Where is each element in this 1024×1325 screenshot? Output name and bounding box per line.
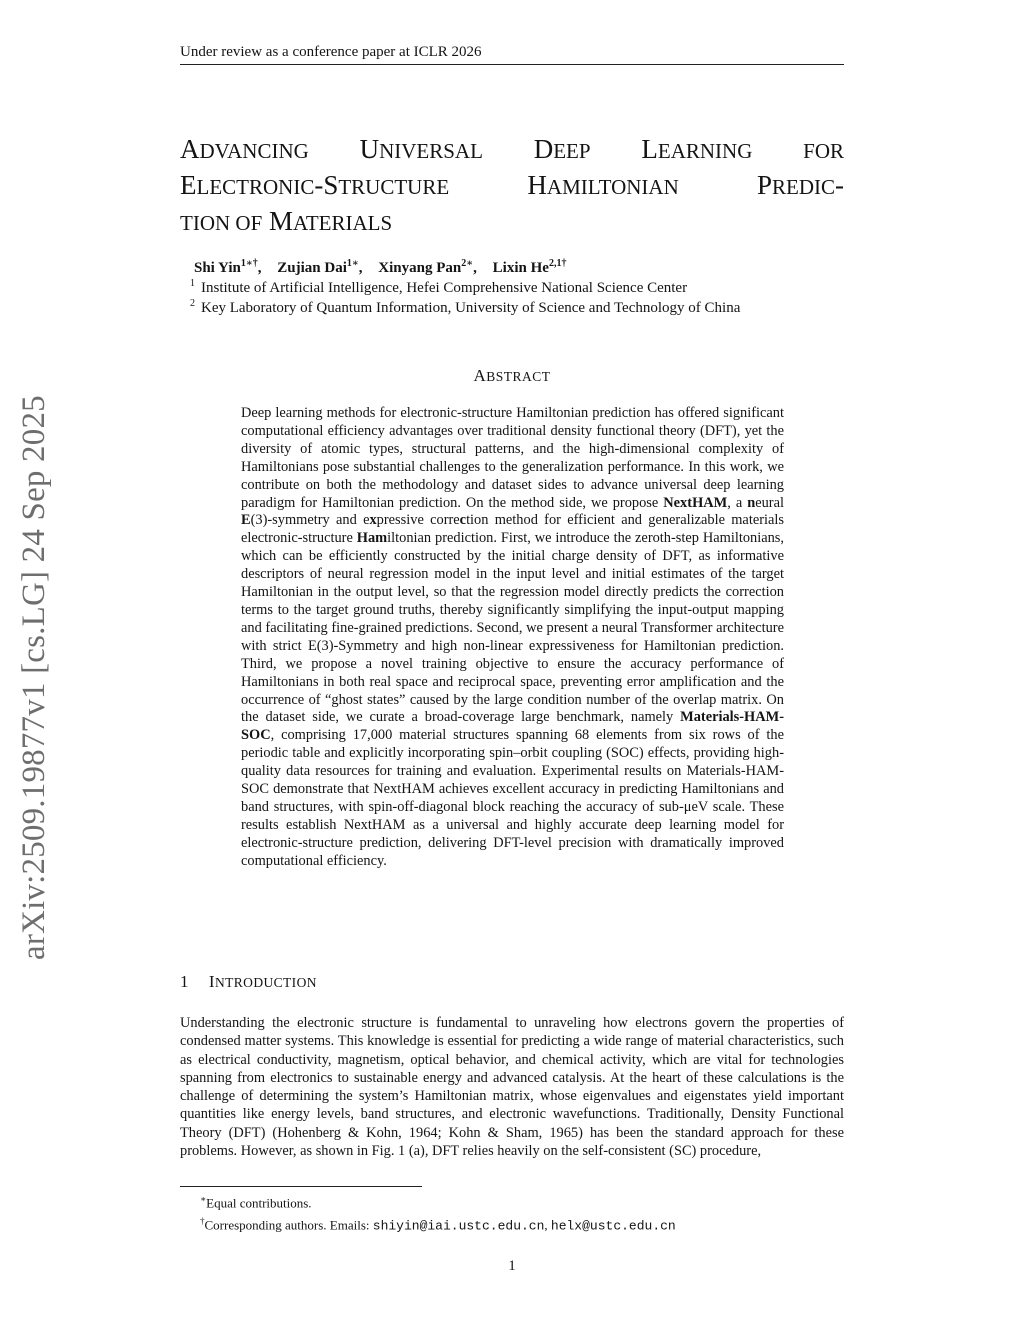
title-line-1: ADVANCING UNIVERSAL DEEP LEARNING FOR [180,134,845,164]
affiliation-1: $^1$ Institute of Artificial Intelligence, Hefei Comprehensive National Science Center [190,278,688,296]
introduction-paragraph: Understanding the electronic structure is fundamental to unraveling how electrons govern the properties of condensed matter systems. This knowledge is essential for predicting a wide range of material characteristics, such as electrical conductivity, magnetism, optical behavior, and chemical activity, which are vital for technologies spanning from electronics to sustainable energy and advanced catalysis. At the heart of these calculations is the challenge of determining the system’s Hamiltonian matrix, whose eigenvalues and eigenstates yield important quantities like energy levels, band structures, and electronic wavefunctions. Traditionally, Density Functional Theory (DFT) (Hohenberg & Kohn, 1964; Kohn & Sham, 1965) has been the standard approach for these problems. However, as shown in Fig. 1 (a), DFT relies heavily on the self-consistent (SC) procedure, [180,1015,844,1160]
method-name: NextHAM [663,494,728,511]
title-line-2: ELECTRONIC-STRUCTURE HAMILTONIAN PREDIC- [180,170,844,200]
running-header: Under review as a conference paper at ICLR 2026 [180,44,844,65]
abstract-body: Deep learning methods for electronic-structure Hamiltonian prediction has offered significant computational efficiency advantages over traditional density functional theory (DFT), yet the diversity of atomic types, structural patterns, and the high-dimensional complexity of Hamiltonians pose substantial challenges to the generalization performance. In this work, we contribute on both the methodology and dataset sides to advance universal deep learning paradigm for Hamiltonian prediction. On the method side, we propose NextHAM, a neural E(3)-symmetry and expressive correction method for efficient and generalizable materials electronic-structure Hamiltonian prediction. First, we introduce the zeroth-step Hamiltonians, which can be efficiently constructed by the initial charge density of DFT, as informative descriptors of neural regression model in the input level and initial estimates of the target Hamiltonian in the output level, so that the regression model directly predicts the correction terms to the target ground truths, thereby significantly simplifying the input-output mapping and facilitating fine-grained predictions. Second, we present a neural Transformer architecture with strict E(3)-Symmetry and high non-linear expressiveness for Hamiltonian prediction. Third, we propose a novel training objective to ensure the accuracy performance of Hamiltonians in both real space and reciprocal space, preventing error amplification and the occurrence of “ghost states” caused by the large condition number of the overlap matrix. On the dataset side, we curate a broad-coverage large benchmark, namely Materials-HAM-SOC, comprising 17,000 material structures spanning 68 elements from six rows of the periodic table and explicitly incorporating spin–orbit coupling (SOC) effects, providing high-quality data resources for training and evaluation. Experimental results on Materials-HAM-SOC demonstrate that NextHAM achieves excellent accuracy in predicting Hamiltonians and band structures, with spin-off-diagonal block reaching the accuracy of sub-μeV scale. These results establish NextHAM as a universal and highly accurate deep learning model for electronic-structure prediction, delivering DFT-level precision with dramatically improved computational efficiency. [241,405,785,869]
author-list [180,258,844,278]
email-link-helx[interactable]: helx@ustc.edu.cn [550,1218,676,1234]
email-link-shiyin[interactable]: shiyin@iai.ustc.edu.cn [372,1218,545,1234]
dataset-name: Materials-HAM-SOC [241,709,785,744]
author-xinyang-pan: Xinyang Pan$^{2∗}$, [378,258,477,276]
title-line-3: TION OF MATERIALS [180,206,393,236]
author-lixin-he: Lixin $He^{2,1\dagger}$ [492,258,567,276]
author-block [180,258,844,318]
footnotes [180,1186,844,1236]
affiliation-2: $^2$ Key Laboratory of Quantum Information, University of Science and Technology of China [190,298,741,316]
section-heading-introduction: 1 INTRODUCTION [180,972,317,991]
abstract-heading: ABSTRACT [473,366,551,385]
author-zujian-dai: Zujian Dai$^{1∗}$, [277,258,363,276]
paper-title [180,132,844,240]
author-shi-yin: Shi Yin$^{1∗\dagger}$, [194,258,262,276]
footnote-corresponding-authors: †Corresponding authors. Emails: shiyin@iai.ustc.edu.cn, helx@ustc.edu.cn [200,1216,676,1234]
footnote-rule [180,1186,422,1187]
footnote-equal-contribution: ∗Equal contributions. [200,1194,312,1211]
page-number: 1 [508,1258,516,1274]
arxiv-identifier[interactable]: arXiv:2509.19877v1 [cs.LG] 24 Sep 2025 [16,395,52,960]
